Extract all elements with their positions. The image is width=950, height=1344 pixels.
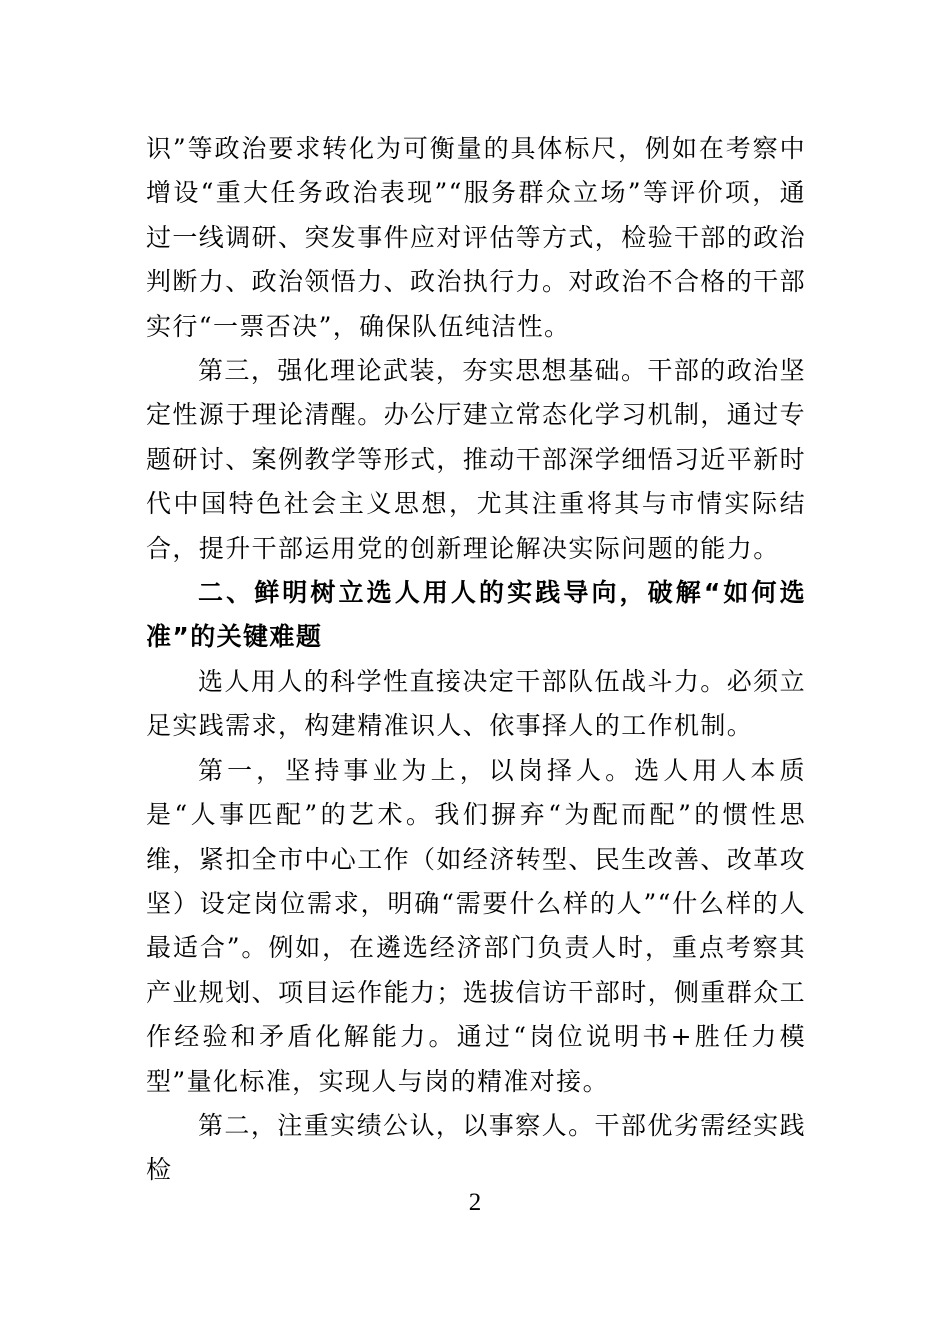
page-number: 2	[468, 1189, 482, 1216]
document-body	[146, 127, 806, 1193]
paragraph-continued: 识”等政治要求转化为可衡量的具体标尺，例如在考察中增设“重大任务政治表现”“服务群众立场”等评价项，通过一线调研、突发事件应对评估等方式，检验干部的政治判断力、政治领悟力、政治执行力。对政治不合格的干部实行“一票否决”，确保队伍纯洁性。	[146, 134, 807, 341]
section-heading-2: 二、鲜明树立选人用人的实践导向，破解“如何选准”的关键难题	[146, 578, 806, 652]
paragraph-second-point: 第二，注重实绩公认，以事察人。干部优劣需经实践检	[146, 1110, 806, 1185]
paragraph-section-intro: 选人用人的科学性直接决定干部队伍战斗力。必须立足实践需求，构建精准识人、依事择人的工作机制。	[146, 666, 806, 741]
paragraph-theory-arming: 第三，强化理论武装，夯实思想基础。干部的政治坚定性源于理论清醒。办公厅建立常态化学习机制，通过专题研讨、案例教学等形式，推动干部深学细悟习近平新时代中国特色社会主义思想，尤其注重将其与市情实际结合，提升干部运用党的创新理论解决实际问题的能力。	[146, 356, 807, 563]
paragraph-first-point: 第一，坚持事业为上，以岗择人。选人用人本质是“人事匹配”的艺术。我们摒弃“为配而配”的惯性思维，紧扣全市中心工作（如经济转型、民生改善、改革攻坚）设定岗位需求，明确“需要什么样的人”“什么样的人最适合”。例如，在遴选经济部门负责人时，重点考察其产业规划、项目运作能力；选拔信访干部时，侧重群众工作经验和矛盾化解能力。通过“岗位说明书+胜任力模型”量化标准，实现人与岗的精准对接。	[146, 755, 807, 1096]
